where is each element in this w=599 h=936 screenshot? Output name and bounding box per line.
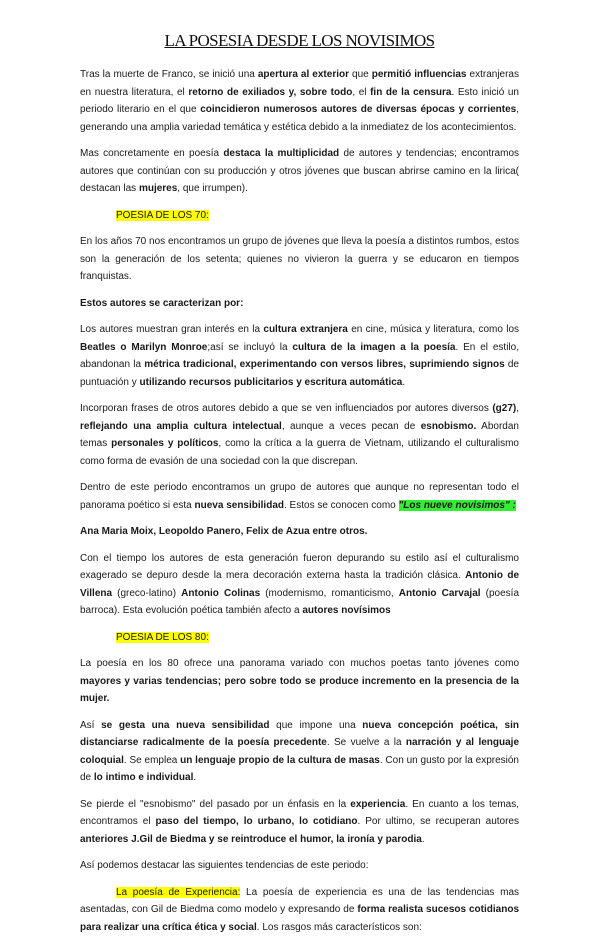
page-title: LA POSESIA DESDE LOS NOVISIMOS: [80, 30, 519, 52]
heading-poesia-80: POESIA DE LOS 80:: [116, 629, 519, 647]
paragraph-foreign-culture: Los autores muestran gran interés en la cultura extranjera en cine, música y literatura, como los Beatles o Marilyn Monroe;así se incluyó la cultura de la imagen a la poesía. En el estilo, abandonan la métrica tradicional, experimentando con versos libres, suprimiendo signos de puntuación y utilizando recursos publicitarios y escritura automática.: [80, 321, 519, 391]
paragraph-poesia-experiencia: La poesía de Experiencia: La poesía de experiencia es una de las tendencias mas asentadas, con Gil de Biedma como modelo y expresando de forma realista sucesos cotidianos para realizar una crítica ética y social. Los rasgos más característicos son:: [80, 884, 519, 936]
heading-poesia-70: POESIA DE LOS 70:: [116, 207, 519, 225]
paragraph-novisimos: Dentro de este periodo encontramos un grupo de autores que aunque no representan todo el panorama poético si esta nueva sensibilidad. Estos se conocen como "Los nueve novisimos" :: [80, 479, 519, 514]
paragraph-70s-intro: En los años 70 nos encontramos un grupo de jóvenes que lleva la poesía a distintos rumbos, estos son la generación de los setenta; quienes no vivieron la guerra y se educaron en tiempos franquistas.: [80, 233, 519, 286]
paragraph-influences: Incorporan frases de otros autores debido a que se ven influenciados por autores diversos (g27), reflejando una amplia cultura intelectual, aunque a veces pecan de esnobismo. Abordan temas personales y políticos, como la crítica a la guerra de Vietnam, utilizando el culturalismo como forma de evasión de una sociedad con la que discrepan.: [80, 400, 519, 470]
paragraph-new-sensibility: Así se gesta una nueva sensibilidad que impone una nueva concepción poética, sin distanciarse radicalmente de la poesía precedente. Se vuelve a la narración y al lenguaje coloquial. Se emplea un lenguaje propio de la cultura de masas. Con un gusto por la expresión de lo intimo e individual.: [80, 717, 519, 787]
paragraph-experience: Se pierde el "esnobismo" del pasado por un énfasis en la experiencia. En cuanto a los temas, encontramos el paso del tiempo, lo urbano, lo cotidiano. Por ultimo, se recuperan autores anteriores J.Gil de Biedma y se reintroduce el humor, la ironía y parodia.: [80, 796, 519, 849]
paragraph-poetry: Mas concretamente en poesía destaca la multiplicidad de autores y tendencias; encontramos autores que continúan con su producción y otros jóvenes que buscan abrirse camino en la lirica( destacan las mujeres, que irrumpen).: [80, 145, 519, 198]
paragraph-characteristics-heading: Estos autores se caracterizan por:: [80, 295, 519, 313]
paragraph-authors-list: Ana Maria Moix, Leopoldo Panero, Felix de Azua entre otros.: [80, 523, 519, 541]
paragraph-80s-intro: La poesía en los 80 ofrece una panorama variado con muchos poetas tanto jóvenes como mayores y varias tendencias; pero sobre todo se produce incremento en la presencia de la mujer.: [80, 655, 519, 708]
paragraph-intro: Tras la muerte de Franco, se inició una apertura al exterior que permitió influencias extranjeras en nuestra literatura, el retorno de exiliados y, sobre todo, el fin de la censura. Esto inició un periodo literario en el que coincidieron numerosos autores de diversas épocas y corrientes, generando una amplia variedad temática y estética debido a la inmediatez de los acontecimientos.: [80, 66, 519, 136]
paragraph-evolution: Con el tiempo los autores de esta generación fueron depurando su estilo así el culturalismo exagerado se depuro desde la mera decoración externa hasta la tradición clásica. Antonio de Villena (greco-latino) Antonio Colinas (modernismo, romanticismo, Antonio Carvajal (poesía barroca). Esta evolución poética también afecto a autores novísimos: [80, 550, 519, 620]
paragraph-trends-intro: Así podemos destacar las siguientes tendencias de este periodo:: [80, 857, 519, 875]
